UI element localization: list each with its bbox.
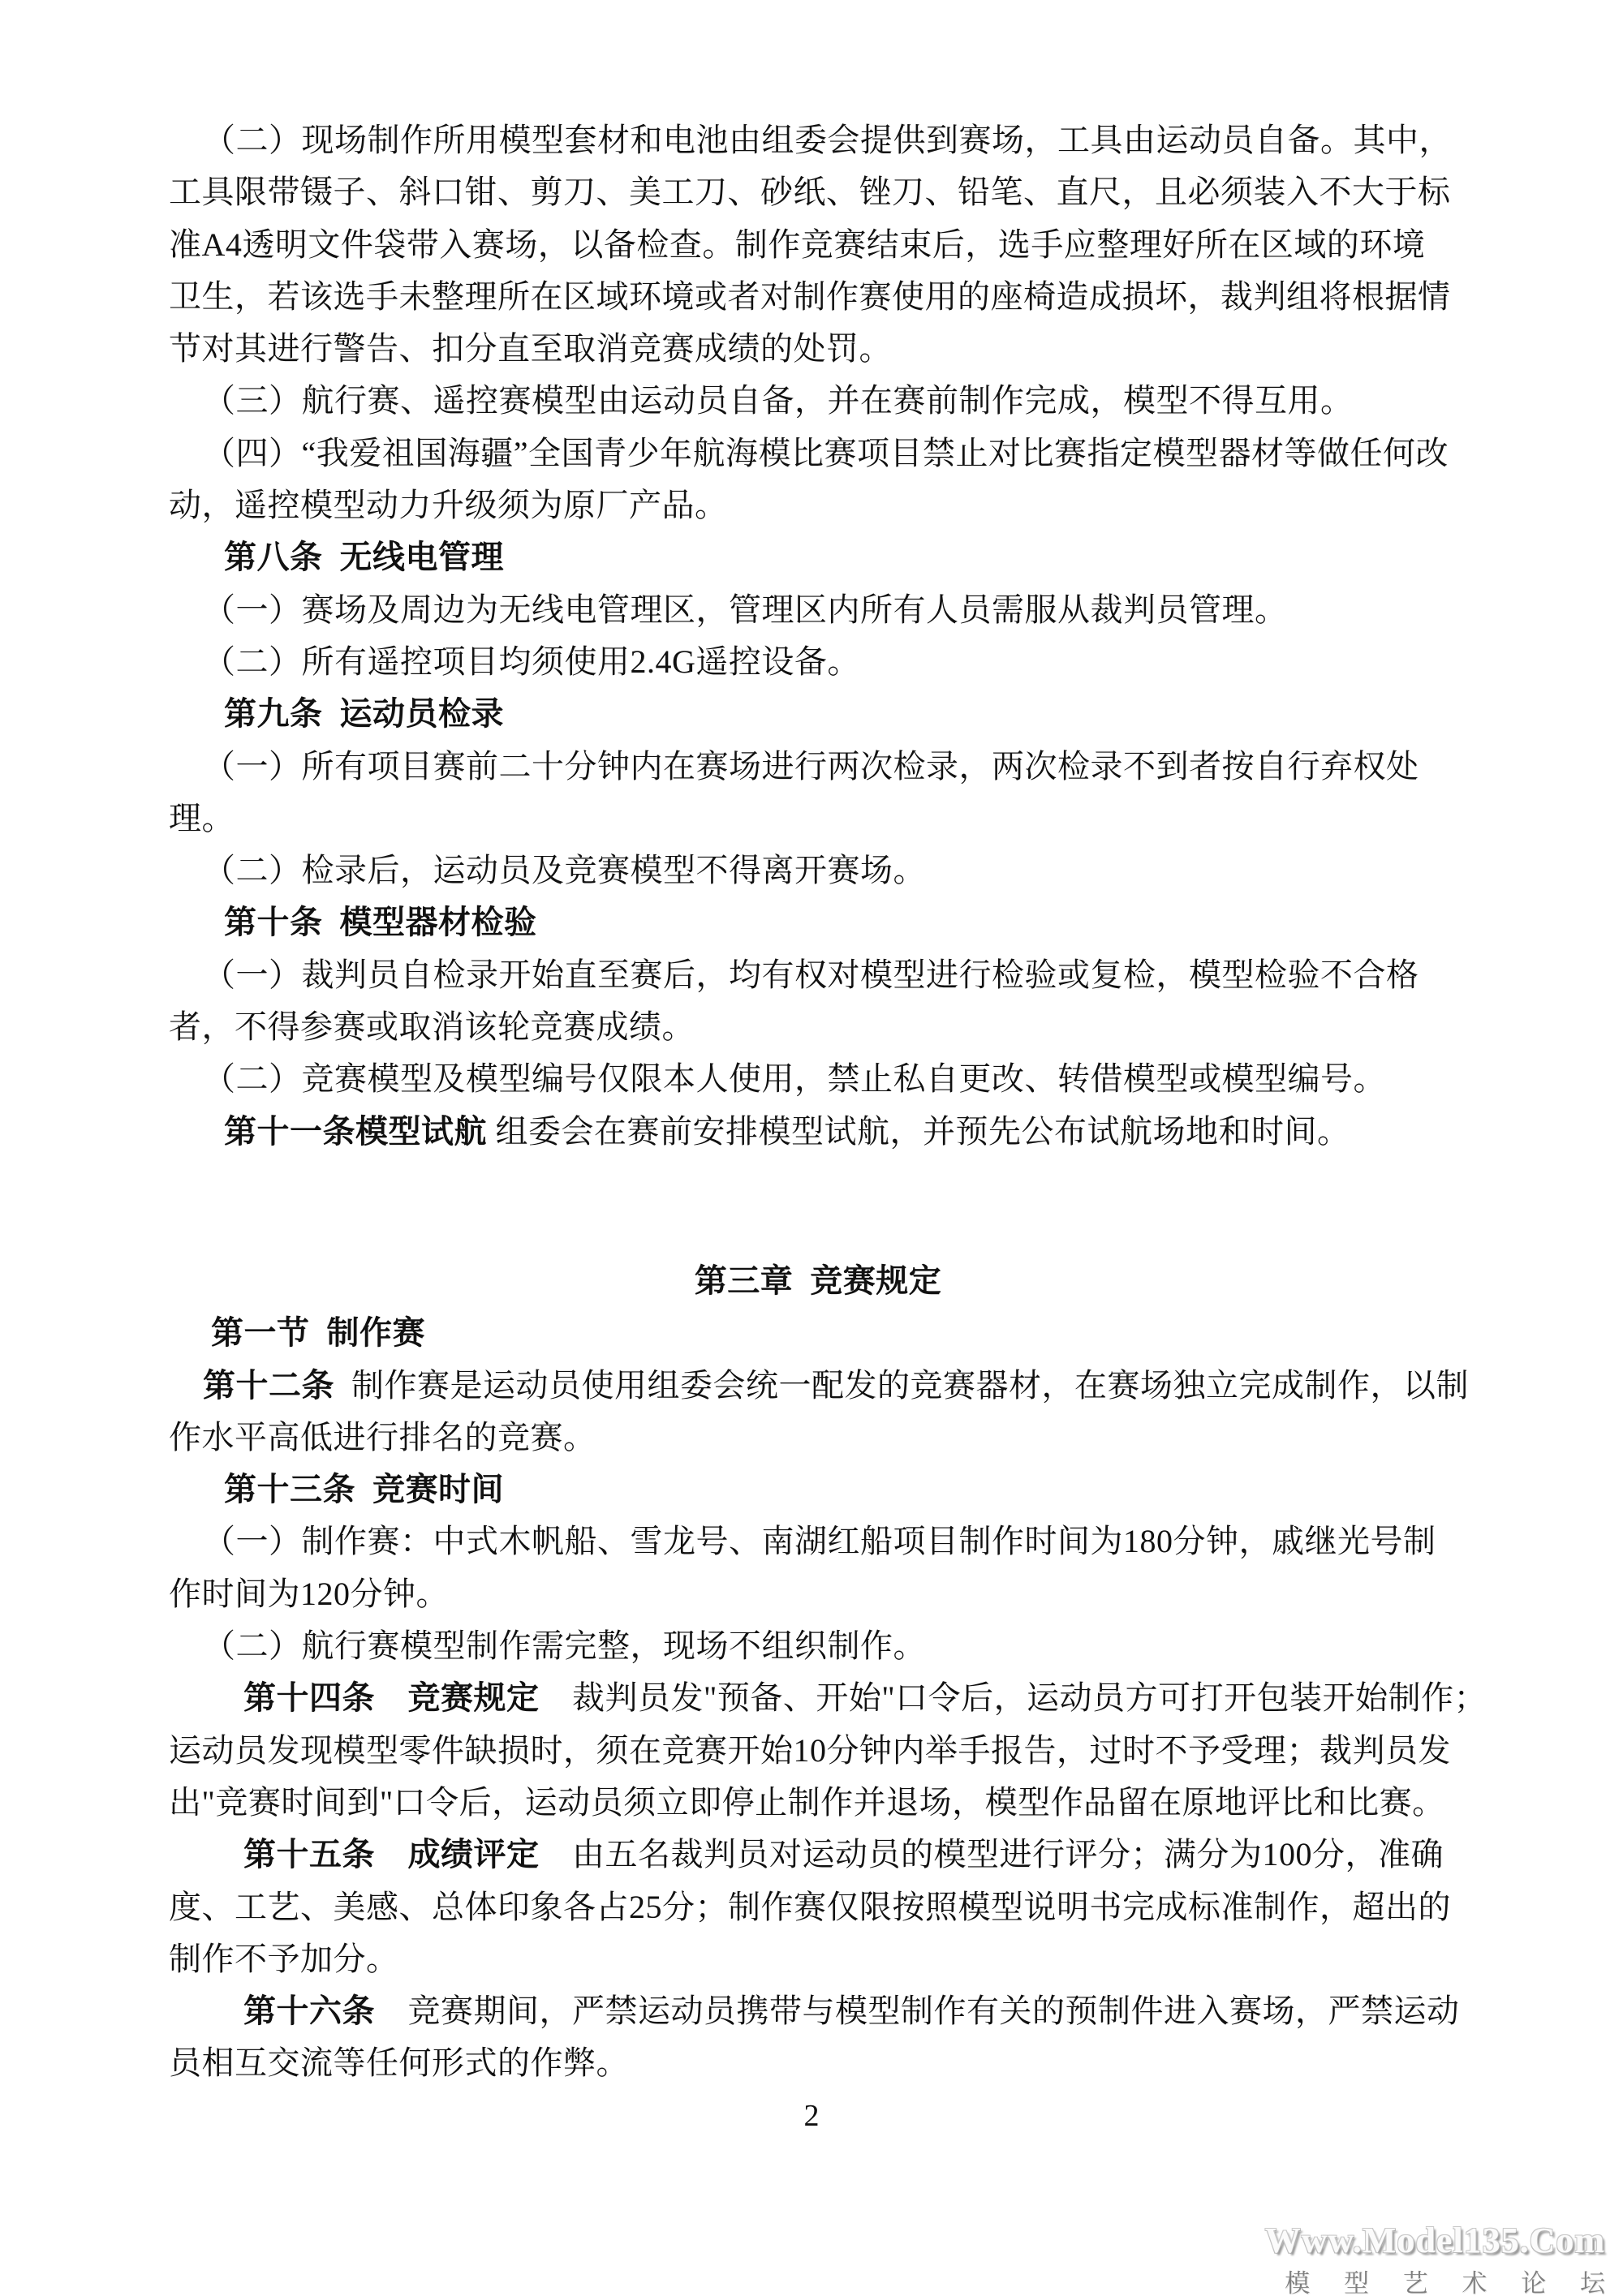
text-line	[169, 1568, 1467, 1620]
body-text: 竞赛期间，严禁运动员携带与模型制作有关的预制件进入赛场，严禁运动	[407, 1993, 1460, 2030]
body-text: 度、工艺、美感、总体印象各占25分；制作赛仅限按照模型说明书完成标准制作，超出的	[169, 1888, 1451, 1925]
body-text: 准A4透明文件袋带入赛场，以备检查。制作竞赛结束后，选手应整理好所在区域的环境	[169, 226, 1426, 263]
heading-text: 第十六条	[243, 1993, 408, 2030]
body-text: 运动员发现模型零件缺损时，须在竞赛开始10分钟内举手报告，过时不予受理；裁判员发	[169, 1731, 1451, 1769]
body-text: 作水平高低进行排名的竞赛。	[169, 1418, 596, 1455]
text-line	[169, 896, 1467, 948]
watermark	[1264, 2220, 1619, 2296]
heading-text: 第十四条 竞赛规定	[243, 1679, 572, 1717]
heading-text: 第十五条 成绩评定	[243, 1836, 572, 1873]
text-line	[169, 688, 1467, 740]
text-line	[169, 114, 1467, 166]
text-line	[169, 1255, 1467, 1307]
text-line	[169, 1672, 1487, 1724]
text-line	[169, 479, 1467, 531]
text-line	[169, 793, 1467, 845]
body-text: 组委会在赛前安排模型试航，并预先公布试航场地和时间。	[487, 1112, 1350, 1150]
text-line	[169, 1620, 1467, 1672]
text-line	[169, 2037, 1467, 2089]
text-line	[169, 1307, 1467, 1359]
body-text: 裁判员发"预备、开始"口令后，运动员方可打开包装开始制作；	[572, 1679, 1487, 1717]
text-line	[169, 1829, 1467, 1881]
body-text: 制作赛是运动员使用组委会统一配发的竞赛器材，在赛场独立完成制作，以制	[334, 1366, 1469, 1404]
text-line	[169, 428, 1467, 479]
body-text: （一）裁判员自检录开始直至赛后，均有权对模型进行检验或复检，模型检验不合格	[203, 956, 1419, 993]
text-line	[169, 845, 1467, 896]
body-text: 制作不予加分。	[169, 1940, 399, 1977]
text-line	[169, 1106, 1467, 1158]
text-line	[169, 1464, 1467, 1516]
body-text: （二）现场制作所用模型套材和电池由组委会提供到赛场，工具由运动员自备。其中，	[203, 122, 1452, 158]
heading-text: 第十条 模型器材检验	[224, 904, 537, 941]
text-line	[169, 1881, 1467, 1933]
text-line	[169, 1001, 1467, 1053]
text-line	[169, 584, 1467, 636]
heading-text: 第三章 竞赛规定	[694, 1262, 942, 1299]
page-number: 2	[803, 2099, 820, 2133]
body-text: 工具限带镊子、斜口钳、剪刀、美工刀、砂纸、锉刀、铅笔、直尺，且必须装入不大于标	[169, 174, 1451, 211]
text-line	[169, 323, 1467, 375]
body-text: （一）所有项目赛前二十分钟内在赛场进行两次检录，两次检录不到者按自行弃权处	[203, 747, 1419, 785]
body-text: （一）制作赛：中式木帆船、雪龙号、南湖红船项目制作时间为180分钟，戚继光号制	[203, 1523, 1436, 1560]
text-line	[169, 1933, 1467, 1985]
heading-text: 第十三条 竞赛时间	[224, 1471, 504, 1508]
text-line	[169, 271, 1467, 323]
text-line	[169, 1360, 1467, 1412]
body-text: 出"竞赛时间到"口令后，运动员须立即停止制作并退场，模型作品留在原地评比和比赛。	[169, 1783, 1445, 1821]
body-text: （一）赛场及周边为无线电管理区，管理区内所有人员需服从裁判员管理。	[203, 591, 1288, 628]
watermark-forum-name: 模 型 艺 术 论 坛	[1285, 2269, 1619, 2296]
heading-text: 第一节 制作赛	[211, 1314, 425, 1352]
body-text: 节对其进行警告、扣分直至取消竞赛成绩的处罚。	[169, 330, 892, 368]
heading-text: 第八条 无线电管理	[224, 539, 504, 576]
body-text: 卫生，若该选手未整理所在区域环境或者对制作赛使用的座椅造成损坏，裁判组将根据情	[169, 277, 1451, 315]
body-text: 由五名裁判员对运动员的模型进行评分；满分为100分，准确	[572, 1836, 1444, 1873]
document-body	[169, 114, 1487, 2090]
section-gap	[169, 1158, 1467, 1255]
text-line	[169, 636, 1467, 688]
text-line	[169, 1053, 1467, 1105]
text-line	[169, 1985, 1467, 2037]
body-text: （三）航行赛、遥控赛模型由运动员自备，并在赛前制作完成，模型不得互用。	[203, 382, 1354, 419]
body-text: 者，不得参赛或取消该轮竞赛成绩。	[169, 1008, 695, 1046]
body-text: 作时间为120分钟。	[169, 1575, 449, 1612]
body-text: （二）航行赛模型制作需完整，现场不组织制作。	[203, 1627, 926, 1665]
text-line	[169, 1777, 1467, 1829]
text-line	[169, 166, 1467, 218]
body-text: （二）竞赛模型及模型编号仅限本人使用，禁止私自更改、转借模型或模型编号。	[203, 1060, 1386, 1098]
text-line	[169, 531, 1467, 583]
body-text: （二）所有遥控项目均须使用2.4G遥控设备。	[203, 643, 860, 680]
heading-text: 第十二条	[203, 1366, 334, 1404]
body-text: 员相互交流等任何形式的作弊。	[169, 2044, 629, 2082]
text-line	[169, 219, 1467, 271]
text-line	[169, 1516, 1467, 1567]
text-line	[169, 949, 1467, 1001]
text-line	[169, 1412, 1467, 1464]
text-line	[169, 1725, 1467, 1777]
heading-text: 第十一条模型试航	[224, 1112, 487, 1150]
heading-text: 第九条 运动员检录	[224, 695, 504, 733]
text-line	[169, 375, 1467, 427]
body-text: 动，遥控模型动力升级须为原厂产品。	[169, 487, 728, 524]
body-text: 理。	[169, 799, 235, 836]
body-text: （二）检录后，运动员及竞赛模型不得离开赛场。	[203, 852, 926, 889]
watermark-site-url: Www.Model135.Com	[1264, 2221, 1605, 2260]
body-text: （四）“我爱祖国海疆”全国青少年航海模比赛项目禁止对比赛指定模型器材等做任何改	[203, 434, 1449, 471]
text-line	[169, 741, 1467, 793]
